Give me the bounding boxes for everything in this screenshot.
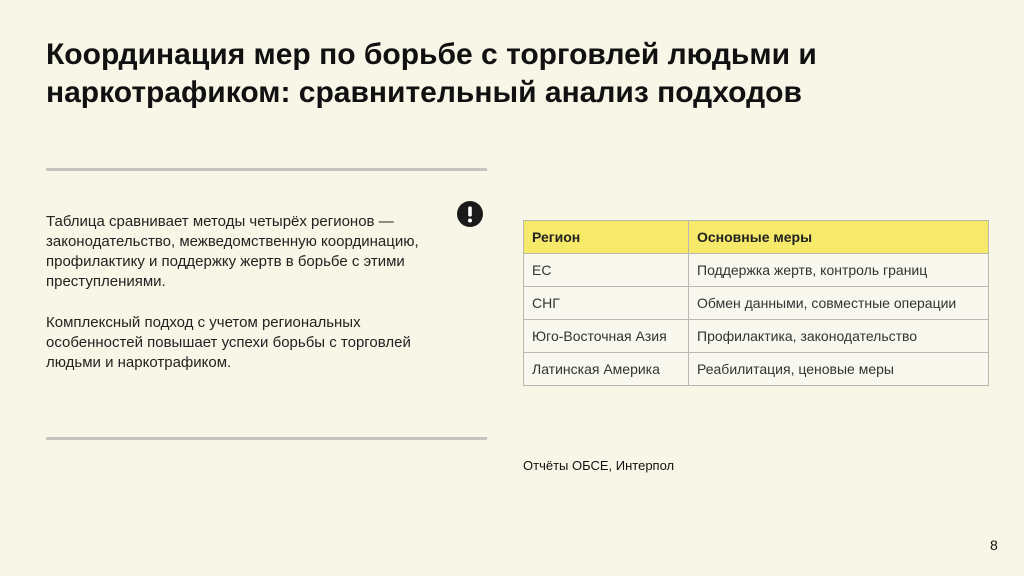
measures-cell: Поддержка жертв, контроль границ xyxy=(689,254,989,287)
region-cell: Латинская Америка xyxy=(524,353,689,386)
conclusion-paragraph: Комплексный подход с учетом региональных особенностей повышает успехи борьбы с торговлей людьми и наркотрафиком. xyxy=(46,314,411,371)
measures-cell: Профилактика, законодательство xyxy=(689,320,989,353)
region-cell: СНГ xyxy=(524,287,689,320)
header-measures: Основные меры xyxy=(689,221,989,254)
slide-title: Координация мер по борьбе с торговлей людьми и наркотрафиком: сравнительный анализ подходов xyxy=(46,38,817,109)
description-paragraph: Таблица сравнивает методы четырёх регионов — законодательство, межведомственную координацию, профилактику и поддержку жертв в борьбе с этими преступлениями. xyxy=(46,213,419,290)
source-note: Отчёты ОБСЕ, Интерпол xyxy=(523,458,675,473)
measures-cell: Реабилитация, ценовые меры xyxy=(689,353,989,386)
header-region: Регион xyxy=(524,221,689,254)
table-row xyxy=(524,287,989,320)
measures-cell: Обмен данными, совместные операции xyxy=(689,287,989,320)
table-row xyxy=(524,320,989,353)
table-row xyxy=(524,254,989,287)
table-header-row xyxy=(524,221,989,254)
exclamation-circle-icon xyxy=(456,200,484,228)
table-row xyxy=(524,353,989,386)
divider-bottom xyxy=(46,437,487,440)
comparison-table xyxy=(523,220,989,386)
divider-top xyxy=(46,168,487,171)
page-number: 8 xyxy=(990,537,998,553)
region-cell: ЕС xyxy=(524,254,689,287)
region-cell: Юго-Восточная Азия xyxy=(524,320,689,353)
